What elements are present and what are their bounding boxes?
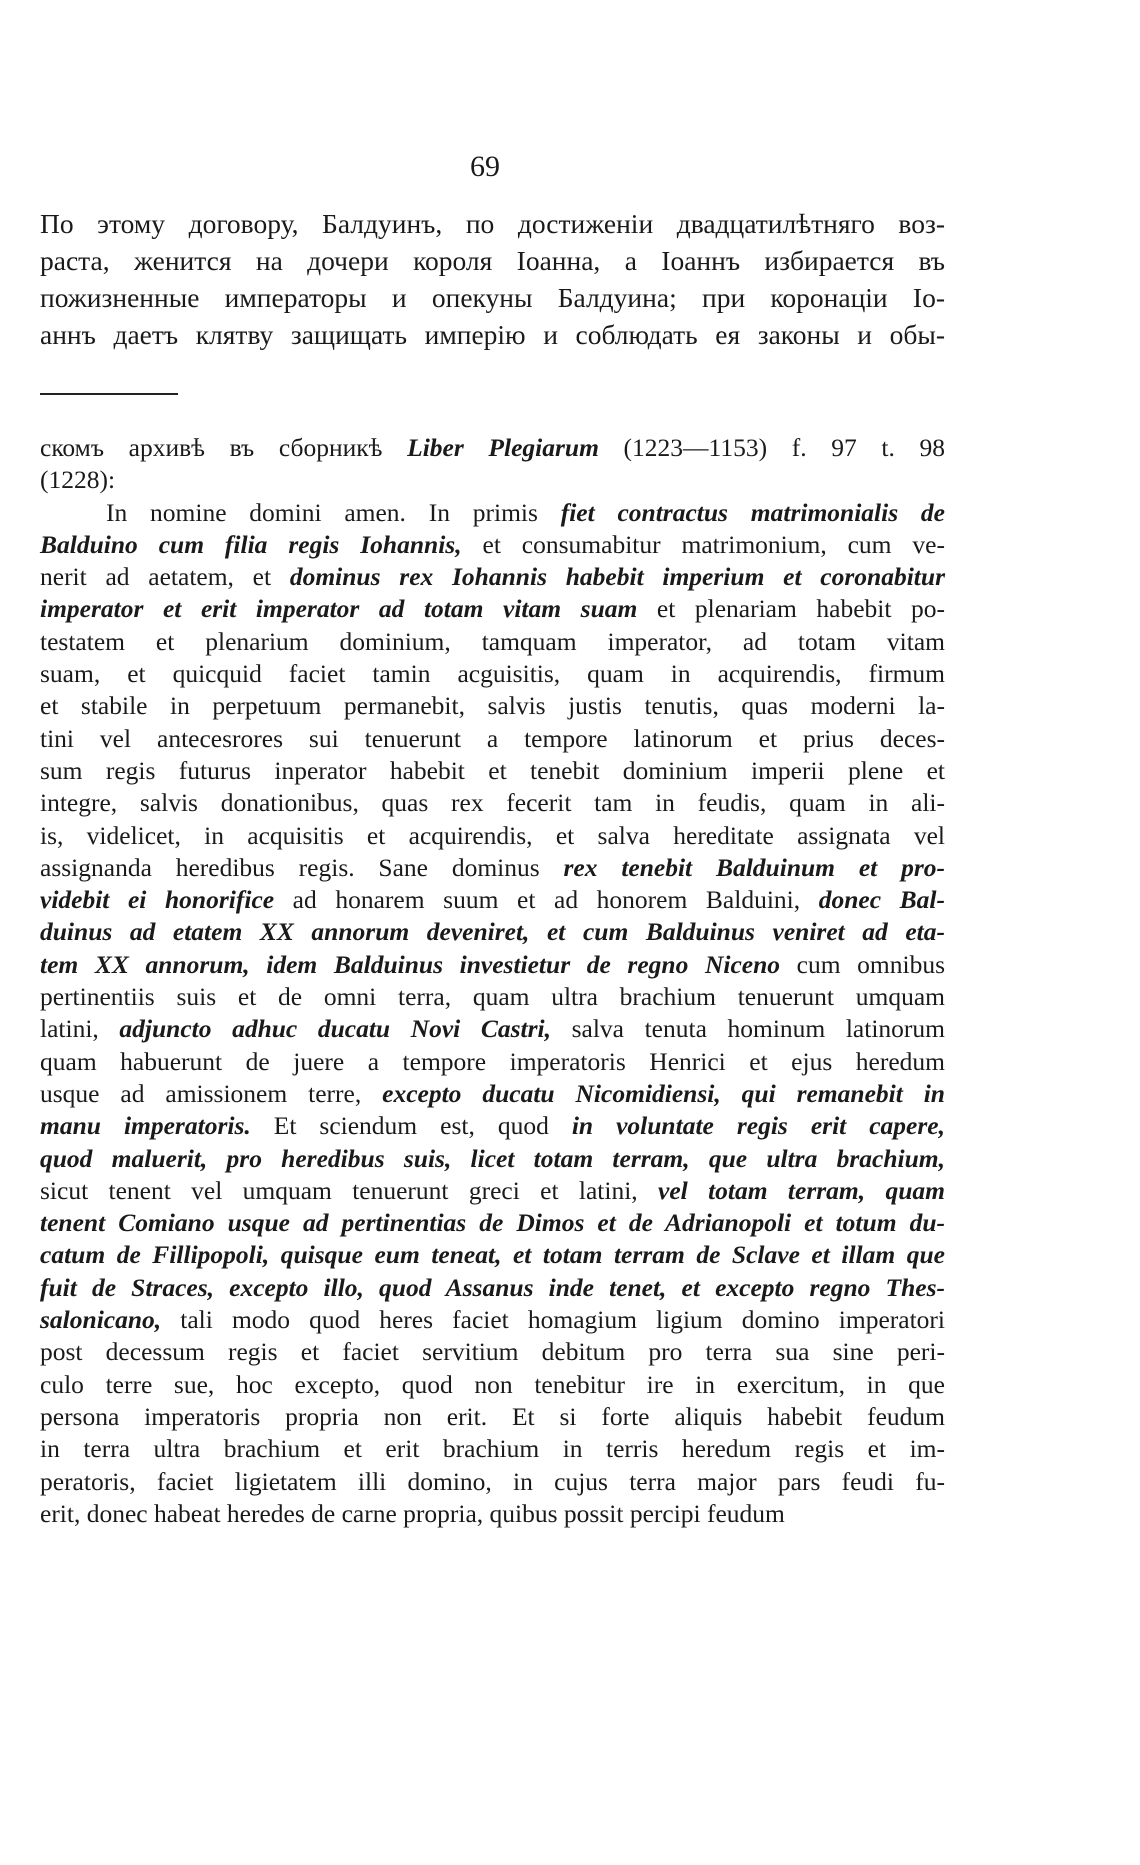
footnote-line bbox=[40, 755, 945, 787]
footnote-italic-text: videbit ei honorifice bbox=[40, 885, 275, 915]
footnote-text: assignanda heredibus regis. Sane dominus bbox=[40, 852, 564, 882]
footnote-italic-text: fiet contractus matrimonialis de bbox=[560, 497, 945, 527]
footnote-text: is, videlicet, in acquisitis et acquirendis, et salva hereditate assignata vel bbox=[40, 820, 945, 850]
footnote-italic-text: vel totam terram, quam bbox=[658, 1175, 946, 1205]
footnote-line bbox=[40, 1143, 945, 1175]
footnote-text: erit, donec habeat heredes de carne propria, quibus possit percipi feudum bbox=[40, 1498, 785, 1528]
footnote-line bbox=[40, 593, 945, 625]
footnote-text: nerit ad aetatem, et bbox=[40, 562, 290, 592]
footnote bbox=[40, 432, 945, 1530]
main-text-line: раста, женится на дочери короля Іоанна, а Іоаннъ избирается въ bbox=[40, 245, 945, 276]
footnote-line bbox=[40, 497, 945, 529]
footnote-line bbox=[40, 1466, 945, 1498]
footnote-italic-text: Liber Plegiarum bbox=[407, 433, 599, 462]
footnote-text: post decessum regis et faciet servitium debitum pro terra sua sine peri- bbox=[40, 1337, 945, 1367]
footnote-line bbox=[40, 1239, 945, 1271]
footnote-line bbox=[40, 1013, 945, 1045]
footnote-italic-text: in voluntate regis erit capere, bbox=[571, 1111, 945, 1141]
footnote-text: pertinentiis suis et de omni terra, quam ultra brachium tenuerunt umquam bbox=[40, 982, 945, 1012]
footnote-text: et consumabitur matrimonium, cum ve- bbox=[461, 529, 945, 559]
footnote-line bbox=[40, 1369, 945, 1401]
footnote-text: sum regis futurus inperator habebit et tenebit dominium imperii plene et bbox=[40, 755, 945, 785]
footnote-line bbox=[40, 529, 945, 561]
footnote-line bbox=[40, 1498, 945, 1530]
footnote-text: persona imperatoris propria non erit. Et si forte aliquis habebit feudum bbox=[40, 1401, 945, 1431]
footnote-line bbox=[40, 981, 945, 1013]
footnote-line bbox=[40, 432, 945, 464]
footnote-italic-text: quod maluerit, pro heredibus suis, licet totam terram, que ultra brachium, bbox=[40, 1143, 945, 1173]
footnote-italic-text: catum de Fillipopoli, quisque eum teneat, et totam terram de Sclave et illam que bbox=[40, 1240, 945, 1270]
footnote-line bbox=[40, 1110, 945, 1142]
footnote-line bbox=[40, 1272, 945, 1304]
footnote-text: peratoris, faciet ligietatem illi domino, in cujus terra major pars feudi fu- bbox=[40, 1466, 945, 1496]
footnote-italic-text: rex tenebit Balduinum et pro- bbox=[563, 852, 945, 882]
footnote-line bbox=[40, 658, 945, 690]
footnote-italic-text: Balduino cum filia regis Iohannis, bbox=[40, 529, 462, 559]
footnote-italic-text: duinus ad etatem XX annorum deveniret, et cum Balduinus veniret ad eta- bbox=[40, 917, 945, 947]
footnote-italic-text: tenent Comiano usque ad pertinentias de Dimos et de Adrianopoli et totum du- bbox=[40, 1208, 945, 1238]
footnote-text: (1223—1153) f. 97 t. 98 bbox=[598, 433, 945, 462]
footnote-line bbox=[40, 723, 945, 755]
footnote-line bbox=[40, 626, 945, 658]
footnote-italic-text: fuit de Straces, excepto illo, quod Assanus inde tenet, et excepto regno Thes- bbox=[40, 1272, 945, 1302]
footnote-line bbox=[40, 787, 945, 819]
main-text-line: По этому договору, Балдуинъ, по достиженіи двадцатилѣтняго воз- bbox=[40, 208, 945, 239]
footnote-text: cum omnibus bbox=[780, 949, 945, 979]
footnote-line bbox=[40, 820, 945, 852]
footnote-text: tali modo quod heres faciet homagium ligium domino imperatori bbox=[161, 1305, 945, 1335]
footnote-italic-text: dominus rex Iohannis habebit imperium et coronabitur bbox=[289, 562, 945, 592]
footnote-text: quam habuerunt de juere a tempore imperatoris Henrici et ejus heredum bbox=[40, 1046, 945, 1076]
footnote-separator bbox=[40, 393, 178, 395]
page-number: 69 bbox=[470, 150, 500, 183]
footnote-text: (1228): bbox=[40, 465, 116, 495]
footnote-text: in terra ultra brachium et erit brachium in terris heredum regis et im- bbox=[40, 1434, 945, 1464]
footnote-text: latini, bbox=[40, 1014, 120, 1044]
footnote-line bbox=[40, 561, 945, 593]
footnote-text: culo terre sue, hoc excepto, quod non tenebitur ire in exercitum, in que bbox=[40, 1369, 945, 1399]
footnote-line bbox=[40, 1175, 945, 1207]
footnote-line bbox=[40, 690, 945, 722]
main-text-line: аннъ даетъ клятву защищать имперію и соблюдать ея законы и обы- bbox=[40, 319, 945, 350]
footnote-italic-text: adjuncto adhuc ducatu Novi Castri, bbox=[119, 1014, 552, 1044]
footnote-line bbox=[40, 1207, 945, 1239]
footnote-text: usque ad amissionem terre, bbox=[40, 1078, 383, 1108]
footnote-line bbox=[40, 852, 945, 884]
main-text-line: пожизненные императоры и опекуны Балдуина; при коронаціи Іо- bbox=[40, 282, 945, 313]
footnote-text: testatem et plenarium dominium, tamquam imperator, ad totam vitam bbox=[40, 626, 945, 656]
footnote-text: integre, salvis donationibus, quas rex fecerit tam in feudis, quam in ali- bbox=[40, 788, 945, 818]
footnote-text: скомъ архивѣ въ сборникѣ bbox=[40, 433, 408, 462]
footnote-text: et plenariam habebit po- bbox=[637, 594, 946, 624]
main-text bbox=[40, 205, 945, 353]
footnote-text: salva tenuta hominum latinorum bbox=[551, 1014, 945, 1044]
footnote-line bbox=[40, 464, 945, 496]
footnote-text: tini vel antecesrores sui tenuerunt a tempore latinorum et prius deces- bbox=[40, 723, 945, 753]
footnote-line bbox=[40, 884, 945, 916]
footnote-line bbox=[40, 1433, 945, 1465]
footnote-line bbox=[40, 1401, 945, 1433]
footnote-line bbox=[40, 1046, 945, 1078]
footnote-line bbox=[40, 1078, 945, 1110]
footnote-italic-text: donec Bal- bbox=[818, 885, 945, 915]
footnote-italic-text: manu imperatoris. bbox=[40, 1111, 251, 1141]
footnote-line bbox=[40, 1304, 945, 1336]
footnote-text: et stabile in perpetuum permanebit, salvis justis tenutis, quas moderni la- bbox=[40, 691, 945, 721]
footnote-italic-text: tem XX annorum, idem Balduinus investietur de regno Niceno bbox=[40, 949, 781, 979]
footnote-text: Et sciendum est, quod bbox=[250, 1111, 572, 1141]
footnote-line bbox=[40, 916, 945, 948]
footnote-line bbox=[40, 1336, 945, 1368]
footnote-italic-text: salonicano, bbox=[40, 1305, 162, 1335]
footnote-text: ad honarem suum et ad honorem Balduini, bbox=[274, 885, 819, 915]
footnote-italic-text: excepto ducatu Nicomidiensi, qui remanebit in bbox=[382, 1078, 945, 1108]
footnote-text: suam, et quicquid faciet tamin acguisitis, quam in acquirendis, firmum bbox=[40, 659, 945, 689]
footnote-text: sicut tenent vel umquam tenuerunt greci et latini, bbox=[40, 1175, 659, 1205]
footnote-italic-text: imperator et erit imperator ad totam vitam suam bbox=[40, 594, 638, 624]
footnote-text: In nomine domini amen. In primis bbox=[106, 497, 561, 527]
footnote-line bbox=[40, 949, 945, 981]
